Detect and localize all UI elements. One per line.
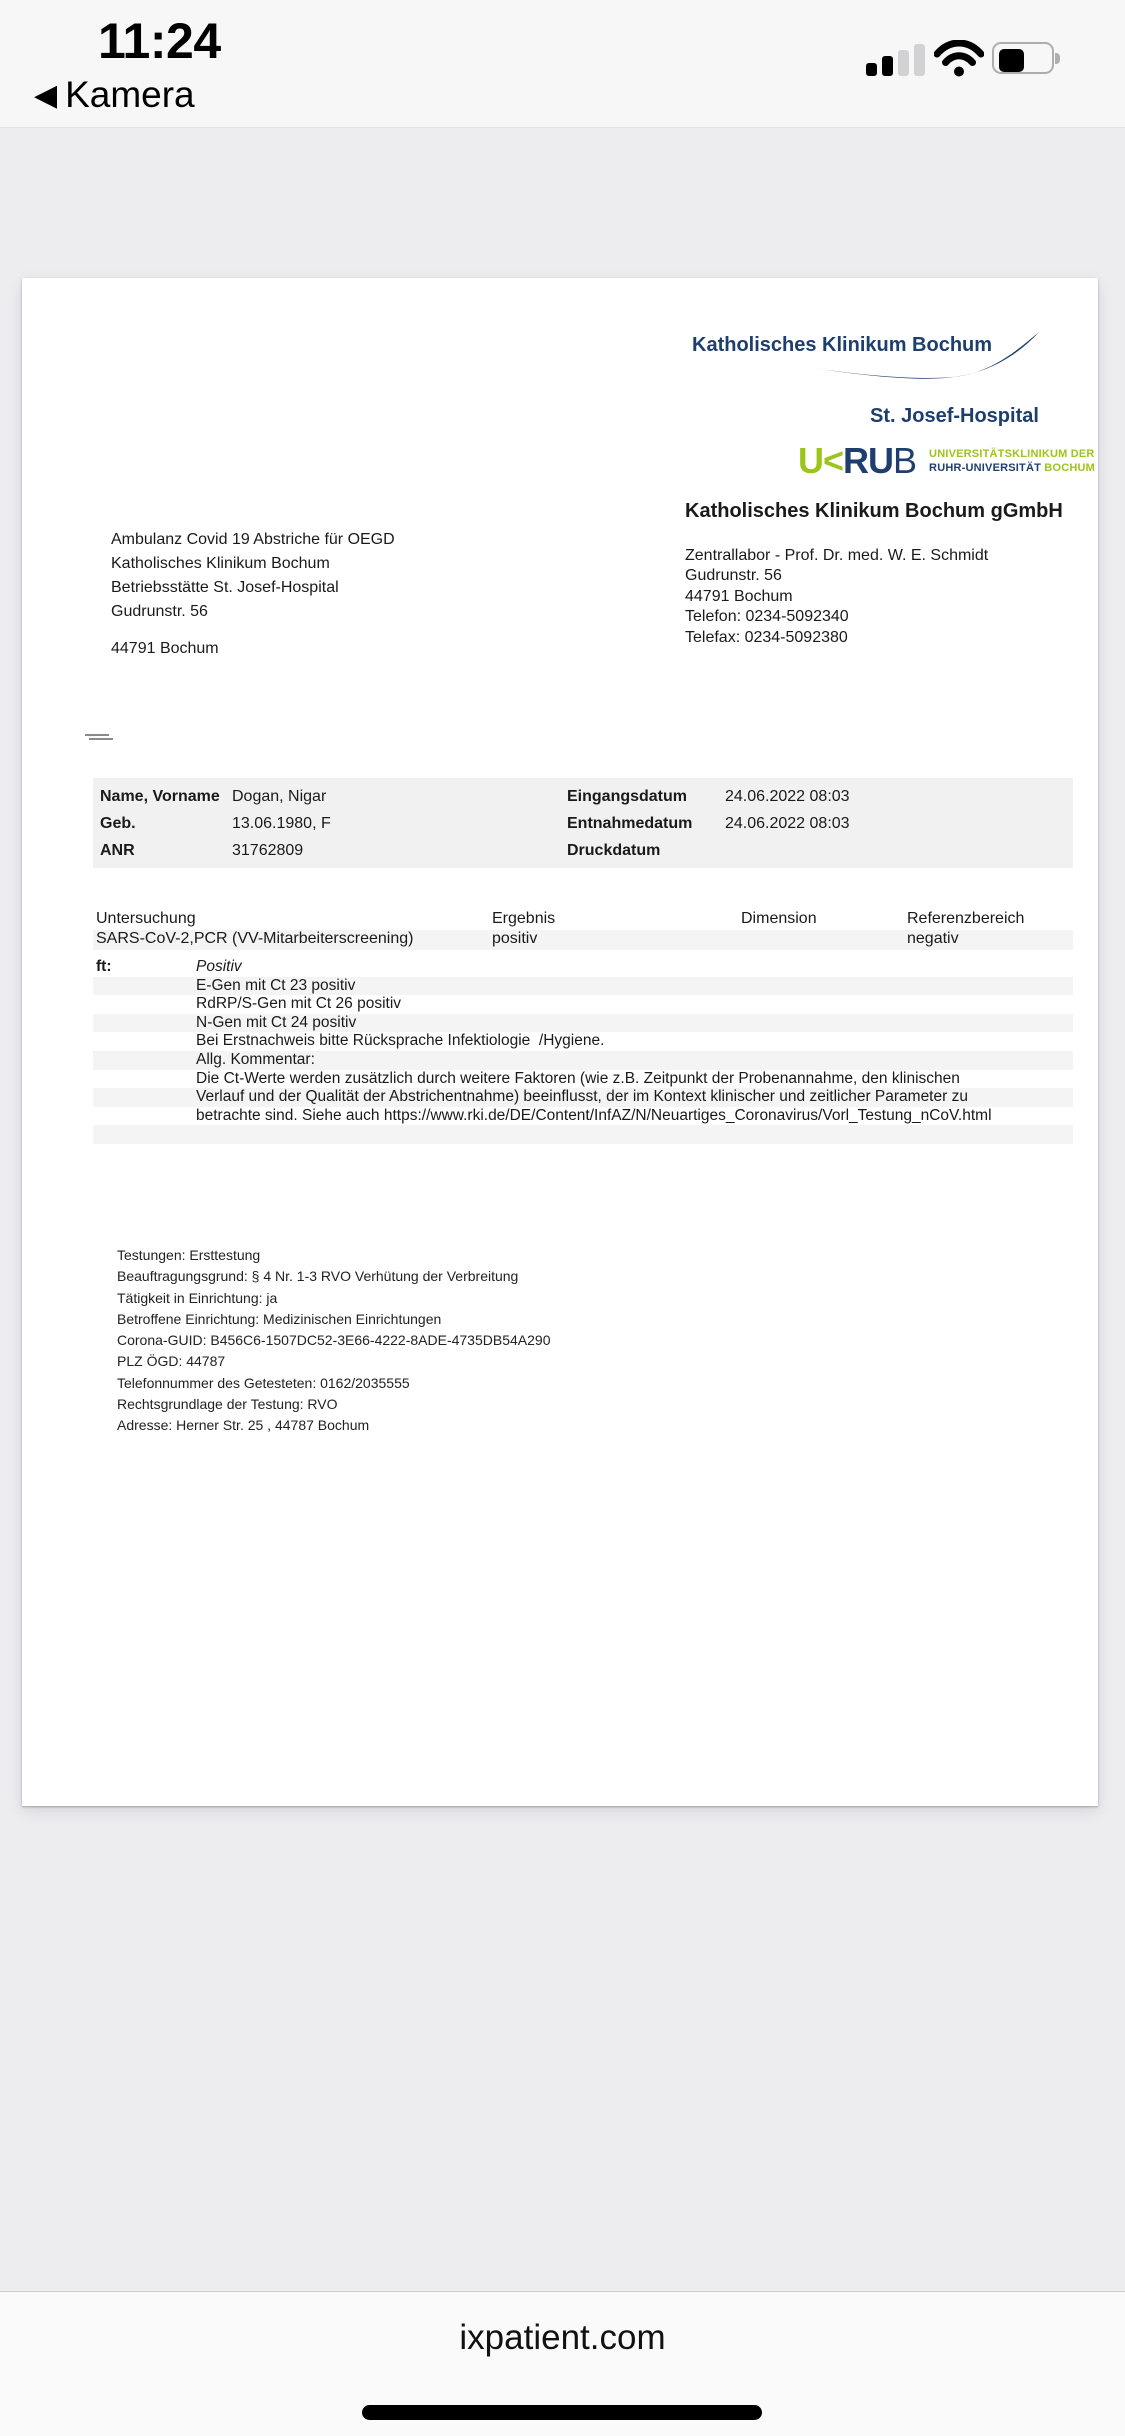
issuer-contact <box>685 546 988 648</box>
wifi-icon <box>934 40 984 78</box>
column-header: Untersuchung <box>96 910 196 927</box>
footnote-title: Positiv <box>196 958 242 975</box>
lab-report-document <box>22 278 1098 1806</box>
clinic-logo-title: Katholisches Klinikum Bochum <box>692 334 993 356</box>
home-indicator[interactable] <box>362 2405 762 2420</box>
comment-row <box>93 958 1073 977</box>
status-time: 11:24 <box>98 13 221 69</box>
comment-row <box>93 1014 1073 1033</box>
comment-row <box>93 977 1073 996</box>
comment-row <box>93 1088 1073 1107</box>
sender-line: Katholisches Klinikum Bochum <box>111 555 330 572</box>
issuer-line: Zentrallabor - Prof. Dr. med. W. E. Schmidt <box>685 547 989 564</box>
sender-address <box>111 528 395 624</box>
sender-line: Ambulanz Covid 19 Abstriche für OEGD <box>111 531 395 548</box>
patient-label: ANR <box>100 842 135 859</box>
column-header: Dimension <box>741 910 817 927</box>
patient-row <box>93 815 1073 837</box>
battery-level <box>999 49 1024 72</box>
sender-line: Betriebsstätte St. Josef-Hospital <box>111 579 339 596</box>
comment-row <box>93 1032 1073 1051</box>
results-header-row <box>22 910 1098 930</box>
back-app-label: Kamera <box>65 74 195 115</box>
comment-row <box>93 995 1073 1014</box>
comment-row <box>93 1051 1073 1070</box>
browser-bottom-bar <box>0 2291 1125 2436</box>
meta-line: Testungen: Ersttestung <box>117 1247 261 1263</box>
url-label: ixpatient.com <box>459 2318 666 2357</box>
issuer-line: Gudrunstr. 56 <box>685 567 782 585</box>
patient-label: Eingangsdatum <box>567 788 688 805</box>
ukrub-ru: RU <box>843 440 894 481</box>
patient-label: Geb. <box>100 815 136 832</box>
result-test-name: SARS-CoV-2,PCR (VV-Mitarbeiterscreening) <box>96 930 414 947</box>
comment-row-empty <box>93 1125 1073 1144</box>
ukrub-uk: U< <box>798 440 844 481</box>
comment-text: Verlauf und der Qualität der Abstrichentnahme) beeinflusst, der im Kontext klinischer und zeitlicher Parameter zu <box>196 1088 968 1106</box>
patient-info-box <box>93 778 1073 868</box>
column-header: Ergebnis <box>492 910 556 927</box>
result-comments <box>93 958 1073 1144</box>
logo-swoosh <box>813 332 1039 390</box>
sender-line: Gudrunstr. 56 <box>111 603 208 620</box>
comment-text: Allg. Kommentar: <box>196 1050 315 1068</box>
result-reference: negativ <box>907 930 959 947</box>
issuer-line: 44791 Bochum <box>685 587 793 605</box>
meta-line: PLZ ÖGD: 44787 <box>117 1353 226 1370</box>
back-to-app-button[interactable] <box>34 74 195 116</box>
back-arrow-icon: ◀ <box>34 78 58 112</box>
issuer-heading: Katholisches Klinikum Bochum gGmbH <box>685 500 1063 522</box>
fold-mark <box>85 734 115 742</box>
comment-row <box>93 1107 1073 1126</box>
uni-line-2: RUHR-UNIVERSITÄT BOCHUM <box>929 462 1095 474</box>
issuer-line: Telefax: 0234-5092380 <box>685 628 848 646</box>
comment-text: E-Gen mit Ct 23 positiv <box>196 976 356 994</box>
comment-text: Die Ct-Werte werden zusätzlich durch weitere Faktoren (wie z.B. Zeitpunkt der Probenannahme, den klinischen <box>196 1069 960 1087</box>
meta-line: Adresse: Herner Str. 25 , 44787 Bochum <box>117 1417 370 1434</box>
comment-row <box>93 1070 1073 1089</box>
comment-text: RdRP/S-Gen mit Ct 26 positiv <box>196 995 402 1013</box>
meta-line: Betroffene Einrichtung: Medizinischen Einrichtungen <box>117 1310 442 1327</box>
meta-line: Telefonnummer des Getesteten: 0162/2035555 <box>117 1374 410 1391</box>
patient-label: Name, Vorname <box>100 788 220 805</box>
meta-line: Beauftragungsgrund: § 4 Nr. 1-3 RVO Verhütung der Verbreitung <box>117 1268 519 1285</box>
patient-label: Entnahmedatum <box>567 815 693 832</box>
patient-row <box>93 788 1073 810</box>
testing-meta-block <box>117 1245 550 1437</box>
comment-text: Bei Erstnachweis bitte Rücksprache Infektiologie /Hygiene. <box>196 1032 605 1050</box>
issuer-line: Telefon: 0234-5092340 <box>685 608 849 626</box>
column-header: Referenzbereich <box>907 910 1025 927</box>
footnote-label: ft: <box>96 958 112 975</box>
meta-line: Tätigkeit in Einrichtung: ja <box>117 1289 278 1306</box>
comment-text: N-Gen mit Ct 24 positiv <box>196 1013 357 1031</box>
comment-text: betrachte sind. Siehe auch https://www.rki.de/DE/Content/InfAZ/N/Neuartiges_Coronavirus/Vorl_Testung_nCoV.html <box>196 1106 992 1124</box>
hospital-name: St. Josef-Hospital <box>870 405 1039 427</box>
patient-row <box>93 842 1073 864</box>
university-clinic-text <box>929 447 1095 475</box>
patient-label: Druckdatum <box>567 842 661 859</box>
result-row <box>93 930 1073 950</box>
patient-value: 31762809 <box>232 842 304 859</box>
patient-value: 24.06.2022 08:03 <box>725 788 850 805</box>
result-value: positiv <box>492 930 538 947</box>
status-bar <box>0 0 1125 128</box>
meta-line: Corona-GUID: B456C6-1507DC52-3E66-4222-8ADE-4735DB54A290 <box>117 1332 551 1349</box>
battery-icon <box>992 42 1058 74</box>
cellular-signal-icon <box>866 42 926 76</box>
ukrub-b: B <box>893 440 917 481</box>
uni-line-1: UNIVERSITÄTSKLINIKUM DER <box>929 448 1095 460</box>
patient-value: 24.06.2022 08:03 <box>725 815 850 832</box>
sender-city: 44791 Bochum <box>111 640 219 657</box>
patient-value: Dogan, Nigar <box>232 788 327 805</box>
meta-line: Rechtsgrundlage der Testung: RVO <box>117 1396 338 1413</box>
patient-value: 13.06.1980, F <box>232 815 331 832</box>
ukrub-logo <box>798 441 1095 481</box>
ukrub-wordmark <box>798 441 916 481</box>
